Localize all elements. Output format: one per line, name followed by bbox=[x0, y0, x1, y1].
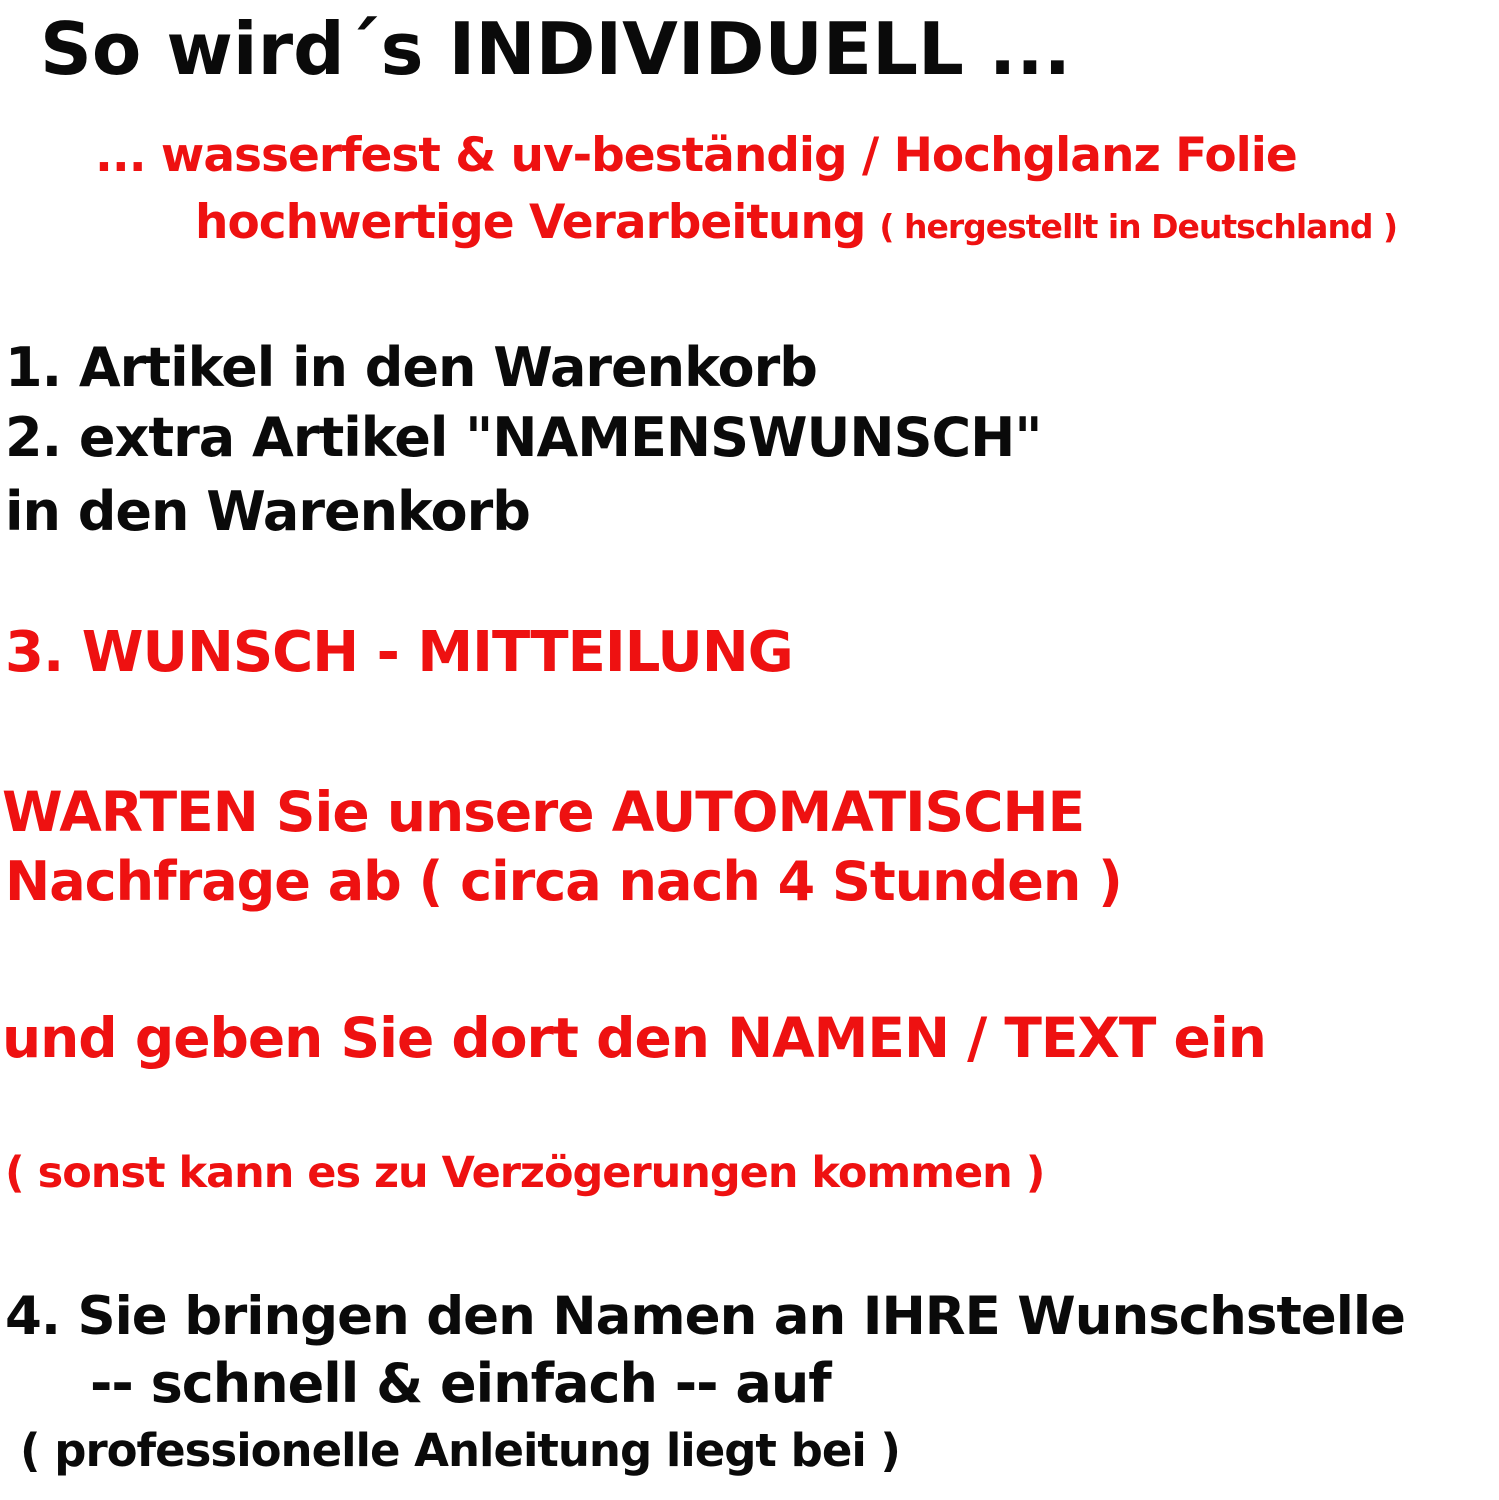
step-4-apply-name: 4. Sie bringen den Namen an IHRE Wunschstelle bbox=[5, 1286, 1406, 1347]
step-1-add-to-cart: 1. Artikel in den Warenkorb bbox=[5, 336, 817, 399]
step-4-continuation: -- schnell & einfach -- auf bbox=[90, 1352, 831, 1415]
intro-quality-text: hochwertige Verarbeitung bbox=[195, 195, 866, 250]
note-wait-line-2: Nachfrage ab ( circa nach 4 Stunden ) bbox=[5, 850, 1122, 913]
intro-line-quality bbox=[195, 197, 1397, 249]
note-delay-warning: ( sonst kann es zu Verzögerungen kommen ) bbox=[5, 1148, 1045, 1198]
step-3-wunsch-mitteilung: 3. WUNSCH - MITTEILUNG bbox=[5, 620, 793, 685]
page-title: So wird´s INDIVIDUELL ... bbox=[40, 7, 1071, 91]
note-enter-name-text: und geben Sie dort den NAMEN / TEXT ein bbox=[2, 1006, 1266, 1070]
intro-line-material: ... wasserfest & uv-beständig / Hochglanz Folie bbox=[95, 128, 1297, 183]
step-2-continuation: in den Warenkorb bbox=[5, 480, 530, 543]
note-wait-line-1: WARTEN Sie unsere AUTOMATISCHE bbox=[2, 780, 1085, 844]
step-4-instructions-note: ( professionelle Anleitung liegt bei ) bbox=[20, 1424, 900, 1477]
intro-made-in-note: ( hergestellt in Deutschland ) bbox=[879, 207, 1398, 246]
step-2-extra-article: 2. extra Artikel "NAMENSWUNSCH" bbox=[5, 406, 1042, 469]
